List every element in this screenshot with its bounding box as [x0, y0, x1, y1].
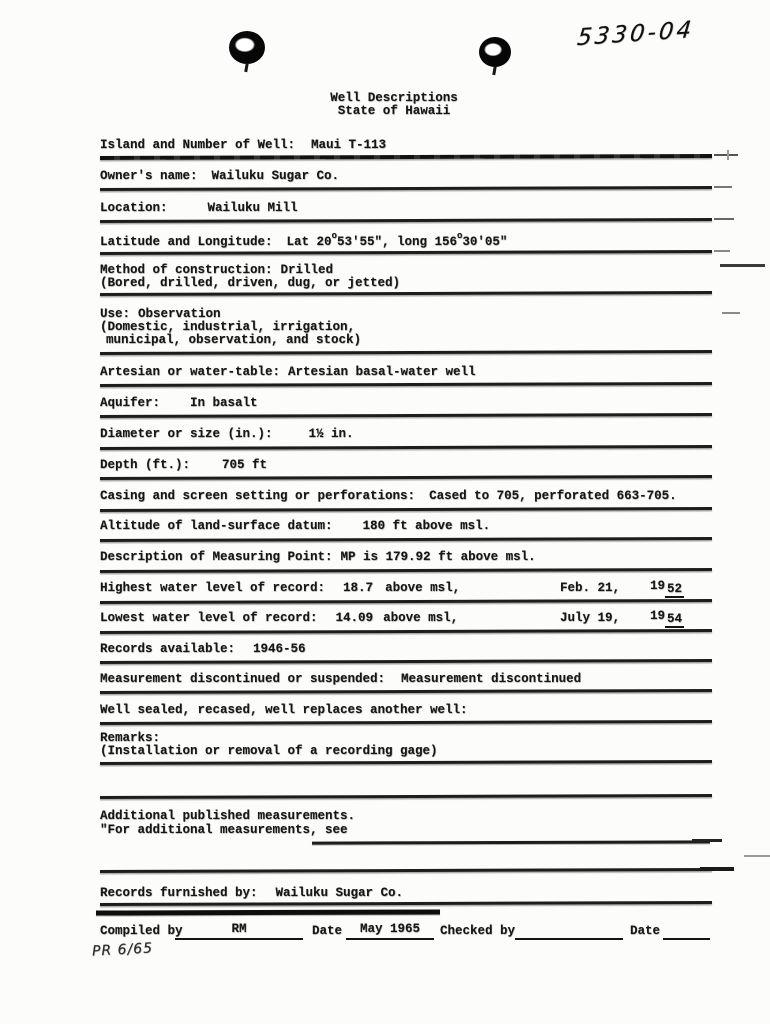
field-value: 705 ft — [222, 458, 268, 472]
field-label: Island and Number of Well: — [100, 138, 296, 152]
form-rule — [100, 382, 712, 387]
form-rule — [100, 629, 712, 634]
form-rule — [100, 659, 712, 664]
field-label: Use: — [100, 307, 131, 321]
field-latitude-longitude — [100, 232, 507, 250]
field-value: Artesian basal-water well — [288, 365, 476, 379]
field-value: Lat 20$^o$53'55", long 156$^o$30'05" — [286, 231, 508, 250]
date2-label: Date — [630, 924, 661, 938]
field-value-suffix: above msl, — [385, 581, 461, 595]
handwritten-footer-note: PR 6/65 — [91, 940, 154, 960]
field-value: 1½ in. — [308, 427, 354, 441]
field-value: MP is 179.92 ft above msl. — [340, 550, 536, 564]
hole-punch-mark — [229, 31, 265, 64]
scan-speck — [727, 150, 729, 160]
field-depth — [100, 459, 267, 473]
field-label: Altitude of land-surface datum: — [100, 519, 333, 533]
field-diameter — [100, 428, 354, 442]
field-records-available — [100, 643, 306, 657]
field-value: Observation — [138, 307, 221, 321]
form-rule — [100, 689, 712, 694]
field-label: Owner's name: — [100, 169, 198, 183]
form-rule — [100, 760, 712, 765]
field-label: Remarks: — [100, 731, 161, 745]
form-rule — [100, 350, 712, 355]
form-rule — [100, 218, 712, 223]
field-label: Well sealed, recased, well replaces another well: — [100, 703, 468, 717]
field-lowest-water-level — [100, 609, 712, 626]
form-subtitle: State of Hawaii — [337, 104, 451, 118]
field-aquifer — [100, 397, 258, 411]
field-measuring-point — [100, 551, 536, 565]
record-year: 19 54 — [650, 609, 683, 626]
record-date: Feb. 21, — [560, 581, 621, 595]
record-date: July 19, — [560, 611, 621, 625]
compiled-by-value: RM — [175, 923, 303, 940]
field-value: Wailuku Mill — [207, 201, 298, 215]
field-value: Maui T-113 — [311, 138, 387, 152]
field-location — [100, 202, 298, 216]
field-label: Latitude and Longitude: — [100, 235, 273, 250]
field-value: 14.09 — [335, 611, 374, 625]
checked-by-label: Checked by — [440, 924, 516, 938]
form-rule — [100, 794, 712, 799]
form-rule — [100, 186, 712, 191]
field-label: Highest water level of record: — [100, 581, 326, 595]
form-rule — [100, 475, 712, 480]
field-method-hint: (Bored, drilled, driven, dug, or jetted) — [100, 276, 401, 290]
field-label: Location: — [100, 201, 168, 215]
form-rule — [100, 868, 712, 873]
field-owner — [100, 170, 339, 184]
field-altitude — [100, 520, 490, 534]
handwritten-well-number: 5330-04 — [575, 16, 696, 52]
field-value: 1946-56 — [253, 642, 306, 656]
field-label: Records available: — [100, 642, 236, 656]
fill-in-line — [312, 840, 710, 844]
field-label: Aquifer: — [100, 396, 161, 410]
scan-speck — [692, 839, 722, 842]
field-remarks-hint: (Installation or removal of a recording gage) — [100, 744, 438, 758]
scan-speck — [744, 855, 770, 857]
field-label: Records furnished by: — [100, 886, 258, 900]
form-rule — [96, 909, 440, 915]
scan-speck — [722, 312, 740, 314]
field-value: 18.7 — [343, 581, 374, 595]
field-additional-see — [100, 824, 358, 838]
field-label: Casing and screen setting or perforations: — [100, 489, 416, 503]
field-use-hint-2: municipal, observation, and stock) — [106, 333, 362, 347]
field-label: Depth (ft.): — [100, 458, 191, 472]
field-use-hint-1: (Domestic, industrial, irrigation, — [100, 320, 356, 334]
form-rule — [100, 445, 712, 450]
field-value: Drilled — [280, 263, 334, 277]
field-island-number — [100, 139, 386, 153]
date-value: May 1965 — [346, 923, 434, 940]
field-label: Lowest water level of record: — [100, 611, 318, 625]
field-compiled-checked — [100, 922, 712, 939]
form-title: Well Descriptions — [330, 91, 458, 105]
form-rule — [100, 901, 712, 906]
field-label: Measurement discontinued or suspended: — [100, 672, 386, 686]
form-rule — [100, 568, 712, 573]
scan-speck — [700, 867, 734, 871]
field-label: Artesian or water-table: — [100, 365, 281, 379]
form-rule — [100, 537, 712, 542]
date-label: Date — [312, 924, 343, 938]
field-value: In basalt — [190, 396, 258, 410]
field-records-furnished — [100, 887, 403, 901]
form-rule — [100, 154, 712, 160]
field-label: Diameter or size (in.): — [100, 427, 273, 441]
field-highest-water-level — [100, 579, 712, 596]
form-rule — [100, 599, 712, 604]
checked-by-value — [515, 923, 623, 940]
field-label: Description of Measuring Point: — [100, 550, 333, 564]
scan-speck — [714, 186, 732, 188]
form-rule — [100, 507, 712, 512]
field-label: "For additional measurements, see — [100, 823, 348, 837]
scan-speck — [714, 250, 730, 252]
field-casing — [100, 490, 677, 504]
form-rule — [100, 250, 712, 255]
hole-punch-mark — [479, 37, 511, 67]
field-measurement-discontinued — [100, 673, 581, 687]
field-value-suffix: above msl, — [383, 611, 459, 625]
field-value: Wailuku Sugar Co. — [275, 886, 404, 900]
field-value: Measurement discontinued — [401, 672, 582, 686]
field-value: 180 ft above msl. — [362, 519, 491, 533]
form-rule — [100, 291, 712, 296]
scan-speck — [714, 218, 734, 220]
field-well-sealed — [100, 704, 478, 718]
record-year: 19 52 — [650, 579, 683, 596]
form-rule — [100, 720, 712, 725]
field-label: Method of construction: — [100, 263, 273, 277]
date2-value — [663, 923, 710, 940]
form-rule — [100, 413, 712, 418]
field-artesian — [100, 366, 476, 380]
scan-speck — [720, 264, 765, 267]
scan-speck — [714, 154, 738, 156]
field-value: Wailuku Sugar Co. — [211, 169, 340, 183]
field-value: Cased to 705, perforated 663-705. — [429, 489, 677, 503]
compiled-by-label: Compiled by — [100, 924, 183, 938]
field-additional-measurements: Additional published measurements. — [100, 809, 356, 823]
